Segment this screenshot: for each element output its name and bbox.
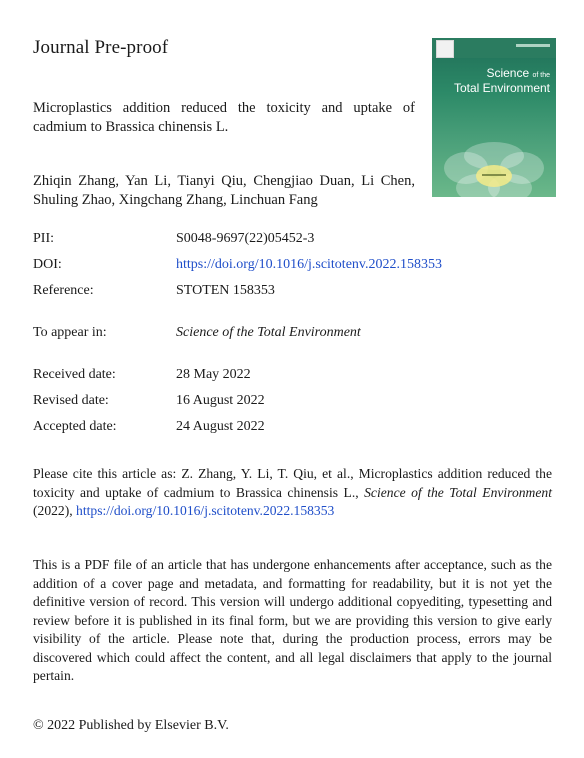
cover-journal-title bbox=[440, 67, 550, 94]
citation-doi-link[interactable]: https://doi.org/10.1016/j.scitotenv.2022.158353 bbox=[76, 503, 335, 518]
received-value: 28 May 2022 bbox=[176, 367, 251, 382]
citation-year: (2022), bbox=[33, 503, 77, 518]
cover-title-of: of the bbox=[532, 72, 550, 79]
elsevier-logo-icon bbox=[436, 40, 454, 58]
pii-value: S0048-9697(22)05452-3 bbox=[176, 231, 315, 246]
cover-title-line2: Total Environment bbox=[453, 81, 550, 95]
copyright-line: © 2022 Published by Elsevier B.V. bbox=[33, 718, 229, 733]
preproof-notice-paragraph: This is a PDF file of an article that has undergone enhancements after acceptance, such as the addition of a cover page and metadata, and formatting for readability, but it is not yet the definitive version of record. This version will undergo additional copyediting, typesetting and review before it is published in its final form, but we are providing this version to give early visibility of the article. Please note that, during the production process, errors may be discovered which could affect the content, and all legal disclaimers that apply to the journal pertain. bbox=[33, 557, 552, 683]
page-header-title: Journal Pre-proof bbox=[33, 37, 169, 58]
revised-label: Revised date: bbox=[33, 393, 109, 408]
citation-prefix: Please cite this article as: Z. Zhang, Y. Li, T. Qiu, et al., Microplastics addition reduced the toxicity and uptake of cadmium to Brassica chinensis L., bbox=[33, 466, 552, 500]
reference-value: STOTEN 158353 bbox=[176, 283, 275, 298]
accepted-label: Accepted date: bbox=[33, 419, 117, 434]
article-title: Microplastics addition reduced the toxicity and uptake of cadmium to Brassica chinensis L. bbox=[33, 100, 415, 135]
article-authors: Zhiqin Zhang, Yan Li, Tianyi Qiu, Chengjiao Duan, Li Chen, Shuling Zhao, Xingchang Zhang, Linchuan Fang bbox=[33, 173, 415, 208]
cover-title-line1: Science bbox=[486, 66, 530, 80]
citation-paragraph bbox=[33, 465, 552, 521]
revised-value: 16 August 2022 bbox=[176, 393, 265, 408]
received-label: Received date: bbox=[33, 367, 116, 382]
journal-cover-image bbox=[432, 38, 556, 197]
cover-small-text-decoration bbox=[516, 44, 550, 47]
pii-label: PII: bbox=[33, 231, 54, 246]
appear-in-label: To appear in: bbox=[33, 325, 107, 340]
doi-link[interactable]: https://doi.org/10.1016/j.scitotenv.2022.158353 bbox=[176, 257, 442, 272]
citation-journal: Science of the Total Environment bbox=[364, 484, 552, 500]
appear-in-value: Science of the Total Environment bbox=[176, 325, 361, 340]
cover-flower-graphic bbox=[432, 118, 556, 197]
doi-label: DOI: bbox=[33, 257, 62, 272]
accepted-value: 24 August 2022 bbox=[176, 419, 265, 434]
reference-label: Reference: bbox=[33, 283, 94, 298]
